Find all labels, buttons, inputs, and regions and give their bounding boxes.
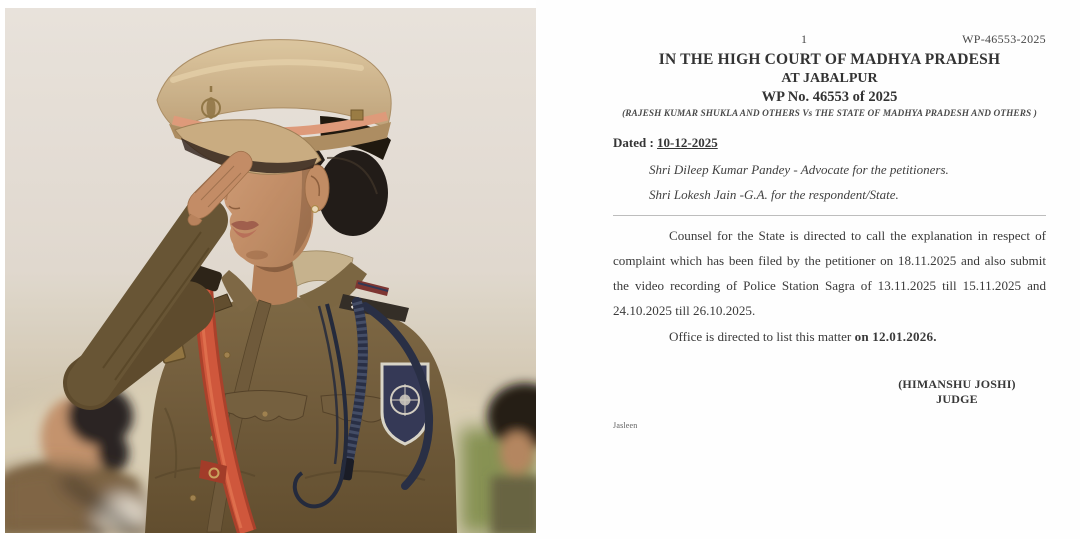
court-name: IN THE HIGH COURT OF MADHYA PRADESH (658, 51, 1001, 68)
case-number: WP No. 46553 of 2025 (761, 89, 898, 105)
listing-date: on 12.01.2026. (854, 329, 937, 344)
counsel-petitioner: Shri Dileep Kumar Pandey - Advocate for the petitioners. (649, 162, 949, 177)
court-order-document (536, 0, 1080, 539)
order-paragraph: Counsel for the State is directed to call the explanation in respect of complaint which has been filed by the petitioner on 18.11.2025 and also submit the video recording of Police Station Sagra of 13.11.2025 till 15.11.2025 and 24.10.2025 till 26.10.2025. (613, 228, 1046, 318)
dated-line (613, 135, 1046, 151)
signature-block (868, 377, 1046, 407)
listing-line (613, 324, 1046, 349)
order-date: 10-12-2025 (657, 135, 718, 150)
case-ref: WP-46553-2025 (962, 32, 1046, 46)
stenographer-initials: Jasleen (613, 421, 638, 430)
parties-line: (RAJESH KUMAR SHUKLA AND OTHERS Vs THE STATE OF MADHYA PRADESH AND OTHERS ) (622, 109, 1037, 119)
photo-tone-overlay (5, 8, 536, 533)
photo-panel (5, 8, 536, 533)
court-location: AT JABALPUR (781, 71, 878, 86)
shoulder-insignia-text: मप्र (349, 298, 367, 316)
judge-name: (HIMANSHU JOSHI) (898, 377, 1016, 391)
dated-label: Dated : (613, 135, 658, 150)
divider (613, 215, 1046, 216)
document-content (613, 32, 1046, 430)
document-topline (613, 32, 1046, 47)
counsel-respondent: Shri Lokesh Jain -G.A. for the respondent/State. (649, 187, 899, 202)
page-number: 1 (801, 32, 807, 46)
listing-text: Office is directed to list this matter (669, 329, 855, 344)
officer-photo-illustration (5, 8, 536, 533)
judge-title: JUDGE (936, 392, 978, 406)
